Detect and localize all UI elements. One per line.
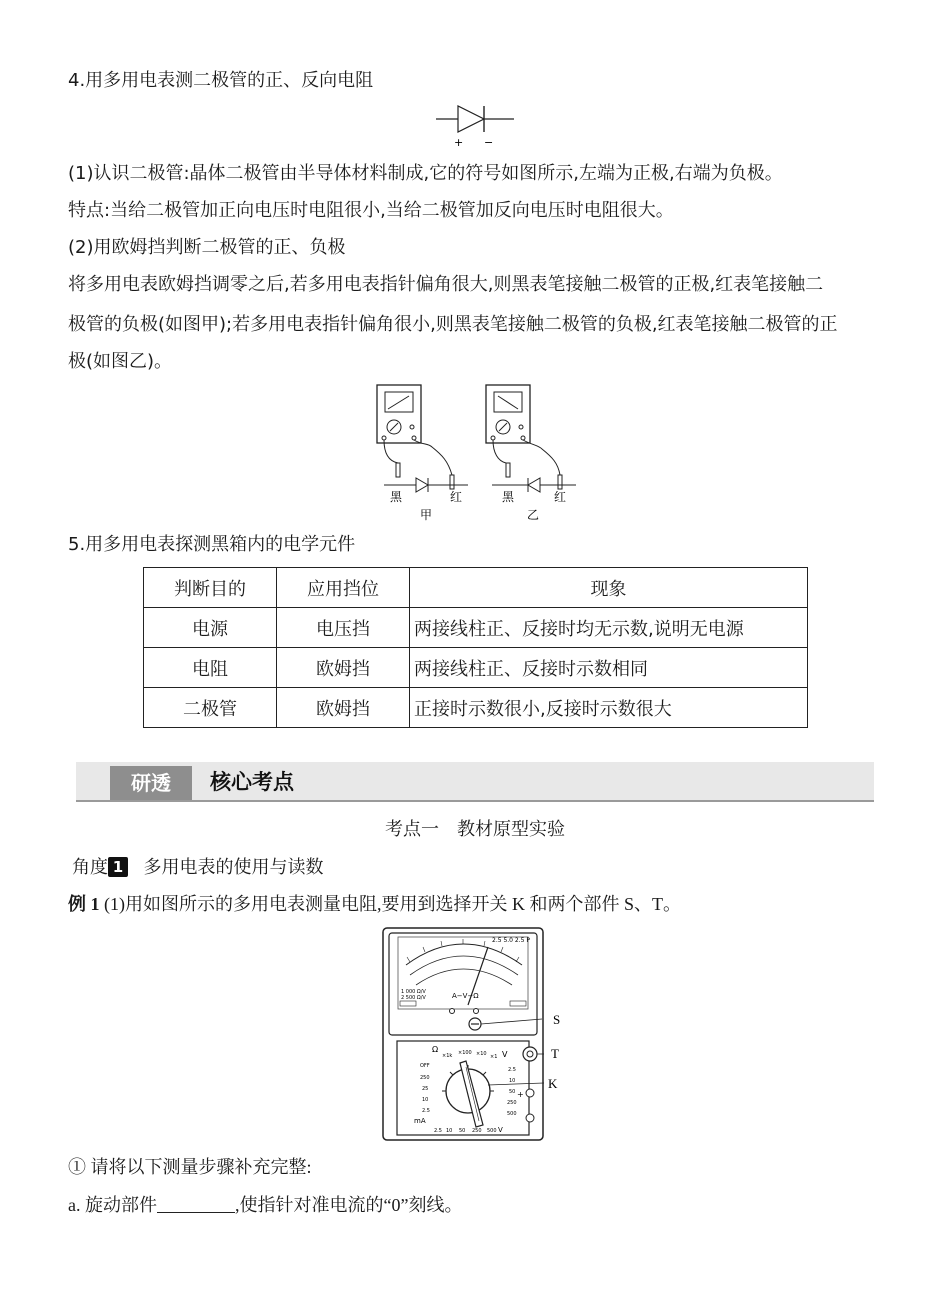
meter-bottom-range: 50: [459, 1128, 466, 1134]
jia-caption: 甲: [420, 508, 433, 522]
multimeter-figure: [380, 925, 570, 1145]
table-header: 应用挡位: [277, 568, 410, 608]
table-row: [144, 608, 808, 648]
diode-plus: +: [454, 136, 464, 149]
meter-yi: [486, 385, 576, 522]
meter-left-range: 25: [422, 1086, 429, 1092]
meter-ohm-range-1k: ×1k: [442, 1053, 453, 1059]
meter-scale-label: A−V−Ω: [452, 992, 479, 1000]
angle-prefix: 角度: [72, 857, 108, 878]
table-cell: 欧姆挡: [277, 648, 410, 688]
meter-left-range: OFF: [420, 1063, 430, 1069]
blackbox-table: [143, 567, 808, 728]
example-label: 例 1: [68, 894, 100, 914]
meter-bottom-range: 10: [446, 1128, 453, 1134]
table-cell: 欧姆挡: [277, 688, 410, 728]
section4-title: 4.用多用电表测二极管的正、反向电阻: [68, 70, 374, 91]
table-header: 判断目的: [144, 568, 277, 608]
table-header: 现象: [410, 568, 808, 608]
jack-plus[interactable]: [526, 1089, 534, 1097]
yi-black-label: 黑: [502, 490, 515, 504]
meter-ma-label: mA: [414, 1117, 426, 1125]
table-cell: 二极管: [144, 688, 277, 728]
ohm-judge-line2: 极管的负极(如图甲);若多用电表指针偏角很小,则黑表笔接触二极管的负极,红表笔接触二极管的正: [68, 314, 838, 335]
diode-intro: (1)认识二极管:晶体二极管由半导体材料制成,它的符号如图所示,左端为正极,右端为负极。: [68, 163, 783, 184]
kaodian-title: 考点一 教材原型实验: [385, 819, 565, 840]
meter-ohm-label: Ω: [432, 1045, 439, 1054]
table-cell: 电阻: [144, 648, 277, 688]
table-cell: 两接线柱正、反接时示数相同: [410, 648, 808, 688]
meter-right-range: 10: [509, 1078, 516, 1084]
diode-symbol: [434, 100, 518, 150]
meter-volt-label: V: [502, 1050, 508, 1059]
ohm-judge-line3: 极(如图乙)。: [68, 351, 173, 372]
meter-left-range: 250: [420, 1075, 430, 1081]
step-a-prefix: a. 旋动部件: [68, 1195, 157, 1215]
yi-caption: 乙: [527, 508, 540, 522]
meter-left-info: 1 000 Ω/V: [401, 989, 426, 995]
jia-black-label: 黑: [390, 490, 403, 504]
diode-feature: 特点:当给二极管加正向电压时电阻很小,当给二极管加反向电压时电阻很大。: [68, 200, 674, 221]
meter-label-T: T: [551, 1046, 559, 1061]
section5-title: 5.用多用电表探测黑箱内的电学元件: [68, 534, 356, 555]
jia-red-label: 红: [450, 490, 463, 504]
jack-minus[interactable]: [526, 1114, 534, 1122]
meter-bottom-v: V: [498, 1126, 503, 1134]
table-header-row: [144, 568, 808, 608]
ohm-judge-line1: 将多用电表欧姆挡调零之后,若多用电表指针偏角很大,则黑表笔接触二极管的正极,红表笔接触二: [68, 274, 824, 295]
step-a-suffix: ,使指针对准电流的“0”刻线。: [235, 1195, 463, 1215]
meter-jia: [377, 385, 468, 522]
meter-ohm-range-1: ×1: [490, 1054, 498, 1060]
table-cell: 电源: [144, 608, 277, 648]
meter-label-S: S: [553, 1012, 561, 1027]
step-a: [68, 1193, 462, 1217]
table-cell: 电压挡: [277, 608, 410, 648]
diode-test-figure: [372, 383, 582, 525]
diode-minus: −: [484, 136, 494, 149]
meter-left-range: 10: [422, 1097, 429, 1103]
meter-top-scale: 2.5 5.0 2.5 P: [492, 937, 530, 944]
example-line: [68, 892, 681, 916]
answer-blank[interactable]: [157, 1194, 235, 1213]
angle-number-badge: 1: [108, 857, 128, 877]
meter-bottom-range: 2.5: [434, 1128, 442, 1134]
table-cell: 正接时示数很小,反接时示数很大: [410, 688, 808, 728]
table-cell: 两接线柱正、反接时均无示数,说明无电源: [410, 608, 808, 648]
meter-left-info2: 2 500 Ω/V: [401, 995, 426, 1001]
yi-red-label: 红: [554, 490, 567, 504]
table-row: [144, 688, 808, 728]
angle-text: 多用电表的使用与读数: [143, 857, 324, 878]
meter-left-range: 2.5: [422, 1108, 430, 1114]
table-row: [144, 648, 808, 688]
step-intro: ① 请将以下测量步骤补充完整:: [68, 1157, 312, 1177]
ohm-judge-title: (2)用欧姆挡判断二极管的正、负极: [68, 237, 346, 258]
meter-label-K: K: [548, 1076, 558, 1091]
meter-ohm-range-100: ×100: [458, 1050, 472, 1056]
jack-plus-sign: +: [517, 1090, 524, 1099]
section-banner: [76, 762, 874, 802]
meter-right-range: 50: [509, 1089, 516, 1095]
meter-bottom-range: 250: [472, 1128, 482, 1134]
banner-tag: 研透: [110, 766, 192, 800]
banner-title: 核心考点: [210, 770, 294, 794]
meter-right-range: 500: [507, 1111, 517, 1117]
angle-heading: [72, 856, 323, 880]
meter-right-range: 250: [507, 1100, 517, 1106]
meter-ohm-range-10: ×10: [476, 1051, 487, 1057]
meter-right-range: 2.5: [508, 1067, 516, 1073]
meter-bottom-range: 500: [487, 1128, 497, 1134]
example-text: (1)用如图所示的多用电表测量电阻,要用到选择开关 K 和两个部件 S、T。: [104, 894, 681, 914]
